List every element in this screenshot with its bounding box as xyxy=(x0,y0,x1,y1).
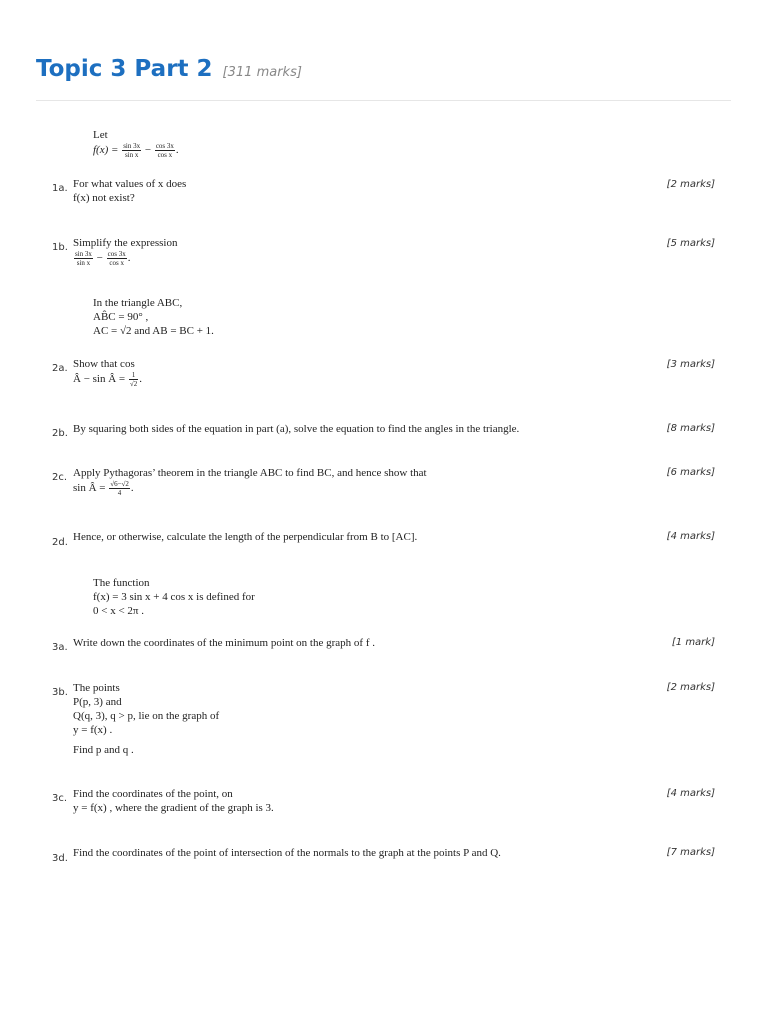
fraction: $\frac{\sin 3x}{\text{sin x}}$ xyxy=(123,142,141,159)
fraction: $\frac{√6-√2}{4}$ xyxy=(110,480,129,497)
question-marks: [6 marks] xyxy=(666,467,715,478)
question-text: For what values of x does f(x) not exist? xyxy=(73,178,187,204)
section1-stem xyxy=(93,128,179,159)
section2-stem: In the triangle ABC, AB̂C = 90° , AC = √2 and AB = BC + 1. xyxy=(93,297,214,337)
topic-title: Topic 3 Part 2 xyxy=(36,56,213,82)
question-marks: [8 marks] xyxy=(666,423,715,434)
question-text: Find the coordinates of the point, on y = f(x) , where the gradient of the graph is 3. xyxy=(73,788,274,814)
question-number: 2d. xyxy=(52,537,68,548)
question-text: Apply Pythagoras’ theorem in the triangle ABC to find BC, and hence show that sin Â = $\frac{√6-√2}{4}$ . xyxy=(73,467,427,497)
fraction: $\frac{\cos 3x}{\text{cos x}}$ xyxy=(155,142,174,159)
question-marks: [7 marks] xyxy=(666,847,715,858)
question-number: 2a. xyxy=(52,363,68,374)
question-marks: [2 marks] xyxy=(666,179,715,190)
fraction: $\frac{1}{√2}$ xyxy=(129,371,138,388)
header-divider xyxy=(36,100,731,101)
page-title xyxy=(36,56,302,82)
question-text: Write down the coordinates of the minimum point on the graph of f . xyxy=(73,637,375,649)
question-text: Show that cos Â − sin Â = $\frac{1}{√2}$ . xyxy=(73,358,142,388)
question-text: The points P(p, 3) and Q(q, 3), q > p, lie on the graph of y = f(x) . Find p and q . xyxy=(73,682,220,756)
total-marks: [311 marks] xyxy=(222,65,302,80)
section3-stem: The function f(x) = 3 sin x + 4 cos x is defined for 0 < x < 2π . xyxy=(93,577,255,617)
question-number: 3b. xyxy=(52,687,68,698)
fraction: $\frac{\cos 3x}{\text{cos x}}$ xyxy=(107,250,126,267)
question-marks: [4 marks] xyxy=(666,531,715,542)
question-text: Hence, or otherwise, calculate the length of the perpendicular from B to [AC]. xyxy=(73,531,418,543)
question-number: 1a. xyxy=(52,183,68,194)
expression: $\frac{\sin 3x}{\text{sin x}}$ − $\frac{\cos 3x}{\text{cos x}}$ . xyxy=(75,250,131,267)
stem-formula: f(x) = $\frac{\sin 3x}{\text{sin x}}$ − $\frac{\cos 3x}{\text{cos x}}$ . xyxy=(93,142,179,159)
question-marks: [5 marks] xyxy=(666,238,715,249)
fraction: $\frac{\sin 3x}{\text{sin x}}$ xyxy=(75,250,92,267)
expression: sin Â = $\frac{√6-√2}{4}$ . xyxy=(73,480,134,497)
question-number: 3a. xyxy=(52,642,68,653)
question-text: Simplify the expression $\frac{\sin 3x}{\text{sin x}}$ − $\frac{\cos 3x}{\text{cos x}}$ . xyxy=(73,237,178,267)
question-marks: [3 marks] xyxy=(666,359,715,370)
question-number: 2c. xyxy=(52,472,68,483)
question-marks: [1 mark] xyxy=(671,637,715,648)
question-marks: [4 marks] xyxy=(666,788,715,799)
question-number: 3d. xyxy=(52,853,68,864)
question-text: By squaring both sides of the equation in part (a), solve the equation to find the angles in the triangle. xyxy=(73,423,520,435)
question-text: Find the coordinates of the point of intersection of the normals to the graph at the points P and Q. xyxy=(73,847,501,859)
question-number: 3c. xyxy=(52,793,68,804)
question-number: 1b. xyxy=(52,242,68,253)
question-marks: [2 marks] xyxy=(666,682,715,693)
expression: Â − sin Â = $\frac{1}{√2}$ . xyxy=(73,371,142,388)
stem-line: Let xyxy=(93,129,108,141)
question-number: 2b. xyxy=(52,428,68,439)
